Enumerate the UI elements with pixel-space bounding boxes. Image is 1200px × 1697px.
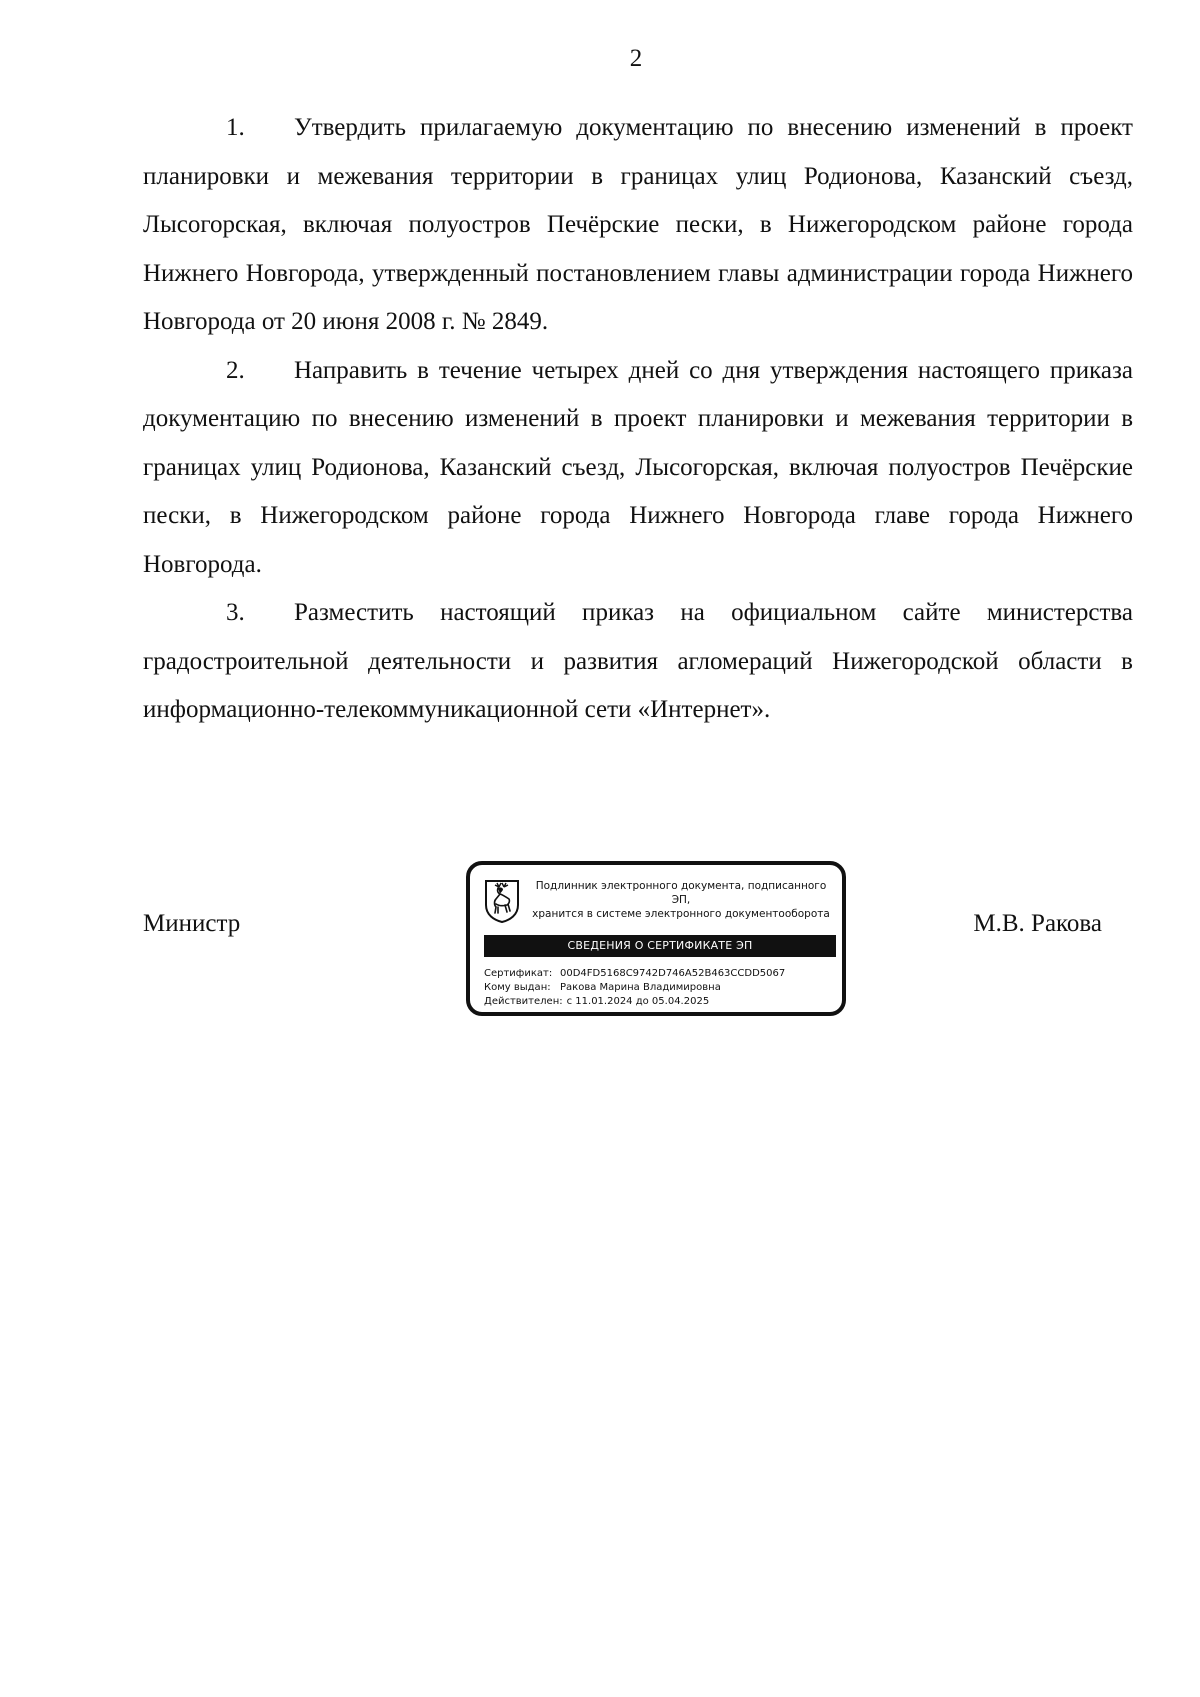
validity-row bbox=[484, 995, 836, 1009]
certificate-value: 00D4FD5168C9742D746A52B463CCDD5067 bbox=[560, 968, 786, 979]
validity-value: с 11.01.2024 до 05.04.2025 bbox=[566, 996, 710, 1007]
validity-label: Действителен: bbox=[484, 996, 563, 1007]
certificate-label: Сертификат: bbox=[484, 968, 553, 979]
stamp-details bbox=[484, 967, 836, 1009]
paragraph-2-text: Направить в течение четырех дней со дня утверждения настоящего приказа документацию по внесению изменений в проект планировки и межевания территории в границах улиц Родионова, Казанский съезд, Лысогорская, включая полуостров Печёрские пески, в Нижегородском районе города Нижнего Новгорода главе города Нижнего Новгорода. bbox=[143, 356, 1133, 578]
stamp-notice bbox=[526, 879, 836, 921]
paragraph-2-number: 2. bbox=[226, 356, 245, 384]
paragraph-3-text: Разместить настоящий приказ на официальном сайте министерства градостроительной деятельности и развития агломераций Нижегородской области в информационно-телекоммуникационной сети «Интернет». bbox=[143, 599, 1133, 723]
paragraph-2 bbox=[143, 347, 1133, 590]
electronic-signature-stamp bbox=[466, 861, 846, 1016]
issued-to-row bbox=[484, 981, 836, 995]
issued-to-label: Кому выдан: bbox=[484, 982, 551, 993]
paragraph-3-number: 3. bbox=[226, 599, 245, 626]
certificate-row bbox=[484, 967, 836, 981]
stamp-header: СВЕДЕНИЯ О СЕРТИФИКАТЕ ЭП bbox=[484, 935, 836, 957]
deer-coat-of-arms-icon bbox=[484, 879, 520, 923]
page-number: 2 bbox=[629, 45, 643, 72]
issued-to-value: Ракова Марина Владимировна bbox=[560, 982, 721, 993]
paragraph-1-text: Утвердить прилагаемую документацию по внесению изменений в проект планировки и межевания территории в границах улиц Родионова, Казанский съезд, Лысогорская, включая полуостров Печёрские пески, в Нижегородском районе города Нижнего Новгорода, утвержденный постановлением главы администрации города Нижнего Новгорода от 20 июня 2008 г. № 2849. bbox=[143, 114, 1133, 335]
signer-name: М.В. Ракова bbox=[973, 910, 1102, 937]
stamp-notice-line-2: хранится в системе электронного документооборота bbox=[532, 908, 830, 920]
paragraph-3 bbox=[143, 589, 1133, 735]
document-body bbox=[143, 104, 1133, 735]
paragraph-1 bbox=[143, 104, 1133, 347]
stamp-notice-line-1: Подлинник электронного документа, подписанного ЭП, bbox=[535, 880, 827, 906]
paragraph-1-number: 1. bbox=[226, 114, 245, 141]
signer-position: Министр bbox=[143, 910, 241, 937]
